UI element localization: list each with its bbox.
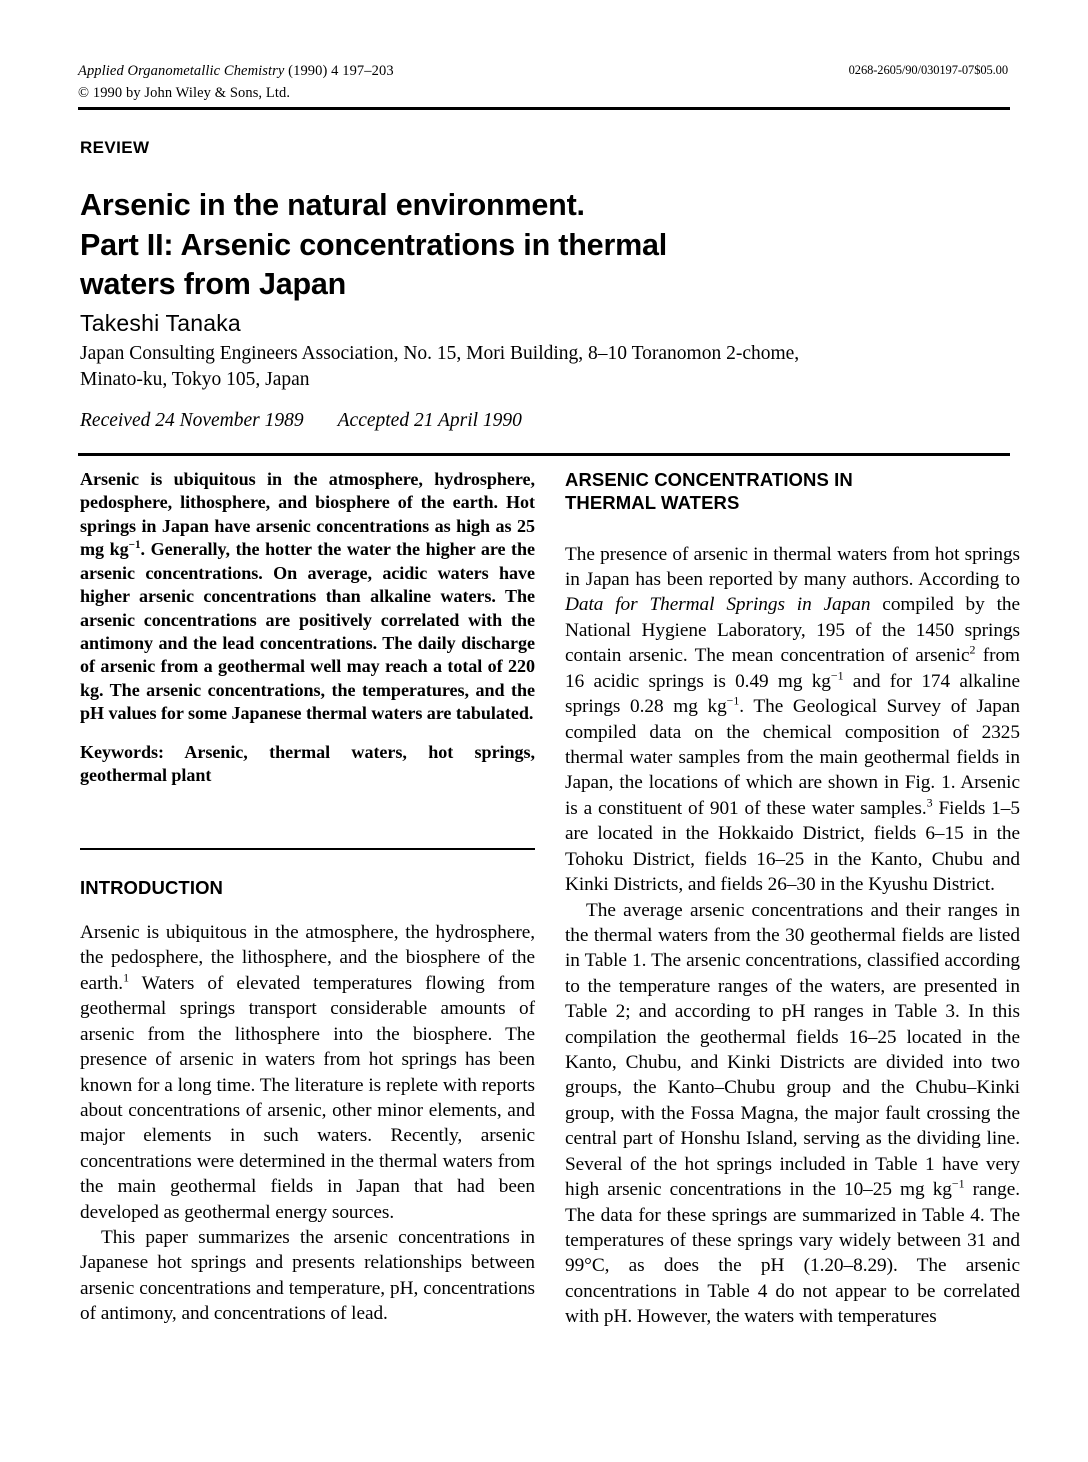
- abstract-text-part-1: Arsenic is ubiquitous in the atmosphere, hydrosphere, pedosphere, lithosphere, and biosphere of the earth. Hot springs in Japan have arsenic concentrations as high as 25 mg kg: [80, 469, 535, 560]
- introduction-paragraph-1: [80, 920, 535, 1225]
- arsenic-p1-text-c: from 16 acidic springs is 0.49 mg kg: [565, 645, 1020, 692]
- affiliation-line-1: Japan Consulting Engineers Association, No. 15, Mori Building, 8–10 Toranomon 2-chome,: [80, 343, 800, 364]
- arsenic-reference-marker-3: 3: [926, 795, 933, 810]
- arsenic-p2-text-b: range. The data for these springs are summarized in Table 4. The temperatures of these springs vary widely between 31 and 99°C, as does the pH (1.20–8.29). The arsenic concentrations in Table 4 do not appear to be correlated with pH. However, the waters with temperatures: [565, 1179, 1020, 1328]
- intro-p1-text-b: Waters of elevated temperatures flowing from geothermal springs transport considerable amounts of arsenic from the lithosphere into the biosphere. The presence of arsenic in waters from hot springs has been known for a long time. The literature is replete with reports about concentrations of arsenic, other minor elements, and major elements in such waters. Recently, arsenic concentrations were determined in the thermal waters from the main geothermal fields in Japan that had been developed as geothermal energy sources.: [80, 972, 535, 1223]
- journal-volume-pages: (1990) 4 197–203: [284, 63, 394, 79]
- running-head: [78, 60, 1008, 105]
- arsenic-section-body: [565, 542, 1020, 1330]
- arsenic-heading-line-2: THERMAL WATERS: [565, 492, 740, 514]
- arsenic-reference-marker-2: 2: [969, 642, 976, 657]
- header-rule: [78, 107, 1010, 110]
- arsenic-paragraph-2: [565, 898, 1020, 1330]
- abstract-introduction-divider-rule: [80, 848, 535, 850]
- abstract-body: [80, 468, 535, 726]
- arsenic-heading-line-1: ARSENIC CONCENTRATIONS IN: [565, 469, 853, 490]
- right-column: [565, 468, 1020, 1330]
- page-title: [80, 186, 1010, 304]
- keywords: Keywords: Arsenic, thermal waters, hot springs, geothermal plant: [80, 741, 535, 786]
- arsenic-unit-superscript-3: −1: [951, 1176, 965, 1191]
- journal-name: Applied Organometallic Chemistry: [78, 63, 285, 79]
- arsenic-p1-text-a: The presence of arsenic in thermal waters from hot springs in Japan has been reported by many authors. According to: [565, 543, 1020, 591]
- arsenic-p1-text-e: . The Geological Survey of Japan compiled data on the chemical composition of 2325 thermal water samples from the main geothermal fields in Japan, the locations of which are shown in Fig. 1. Arsenic is a constituent of 901 of these water samples.: [565, 696, 1020, 819]
- article-category-label: REVIEW: [80, 138, 150, 157]
- author-affiliation: [80, 341, 980, 392]
- title-line-3: waters from Japan: [80, 267, 347, 302]
- submission-dates: [80, 410, 522, 432]
- arsenic-unit-superscript-2: −1: [726, 693, 740, 708]
- section-heading-arsenic-concentrations: [565, 468, 1020, 515]
- accepted-date: Accepted 21 April 1990: [337, 410, 522, 431]
- received-date: Received 24 November 1989: [80, 410, 304, 431]
- intro-p1-text-a: Arsenic is ubiquitous in the atmosphere, the hydrosphere, the pedosphere, the lithosphere, and the biosphere of the earth.: [80, 922, 535, 994]
- intro-reference-marker-1: 1: [123, 970, 129, 985]
- title-body-divider-rule: [78, 453, 1010, 456]
- copyright-line: © 1990 by John Wiley & Sons, Ltd.: [78, 85, 291, 102]
- arsenic-p1-text-f: Fields 1–5 are located in the Hokkaido District, fields 6–15 in the Tohoku District, fields 16–25 in the Kanto, Chubu and Kinki Districts, and fields 26–30 in the Kyushu District.: [565, 797, 1020, 896]
- affiliation-line-2: Minato-ku, Tokyo 105, Japan: [80, 368, 310, 390]
- introduction-body: [80, 920, 535, 1327]
- abstract: [80, 468, 535, 787]
- introduction-paragraph-2: This paper summarizes the arsenic concentrations in Japanese hot springs and presents relationships between arsenic concentrations and temperature, pH, concentrations of antimony, and concentrations of lead.: [80, 1227, 535, 1325]
- author-name: Takeshi Tanaka: [80, 310, 241, 336]
- arsenic-p1-text-b: compiled by the National Hygiene Laboratory, 195 of the 1450 springs contain arsenic. The mean concentration of arsenic: [565, 594, 1020, 667]
- cited-publication-title: Data for Thermal Springs in Japan: [565, 594, 871, 616]
- left-column: [80, 468, 535, 787]
- journal-citation-block: [78, 60, 394, 105]
- arsenic-paragraph-1: [565, 542, 1020, 898]
- journal-citation-line: [78, 60, 394, 82]
- section-heading-introduction: INTRODUCTION: [80, 877, 224, 898]
- arsenic-p1-text-d: and for 174 alkaline springs 0.28 mg kg: [565, 670, 1020, 718]
- issn-code: 0268-2605/90/030197-07$05.00: [848, 63, 1008, 77]
- arsenic-unit-superscript-1: −1: [830, 668, 844, 683]
- abstract-superscript-unit: −1: [128, 539, 141, 552]
- title-line-1: Arsenic in the natural environment.: [80, 188, 585, 223]
- arsenic-p2-text-a: The average arsenic concentrations and their ranges in the thermal waters from the 30 geothermal fields are listed in Table 1. The arsenic concentrations, classified according to the temperature ranges of the waters, are presented in Table 2; and according to pH ranges in Table 3. In this compilation the geothermal fields 16–25 located in the Kanto, Chubu, and Kinki Districts are divided into two groups, the Kanto–Chubu group and the Chubu–Kinki group, with the Fossa Magna, the major fault crossing the central part of Honshu Island, serving as the dividing line. Several of the hot springs included in Table 1 have very high arsenic concentrations in the 10–25 mg kg: [565, 899, 1020, 1201]
- title-line-2: Part II: Arsenic concentrations in thermal: [80, 227, 668, 262]
- abstract-text-part-2: . Generally, the hotter the water the higher are the arsenic concentrations. On average, acidic waters have higher arsenic concentrations than alkaline waters. The arsenic concentrations are positively correlated with the antimony and the lead concentrations. The daily discharge of arsenic from a geothermal well may reach a total of 220 kg. The arsenic concentrations, the temperatures, and the pH values for some Japanese thermal waters are tabulated.: [80, 539, 535, 724]
